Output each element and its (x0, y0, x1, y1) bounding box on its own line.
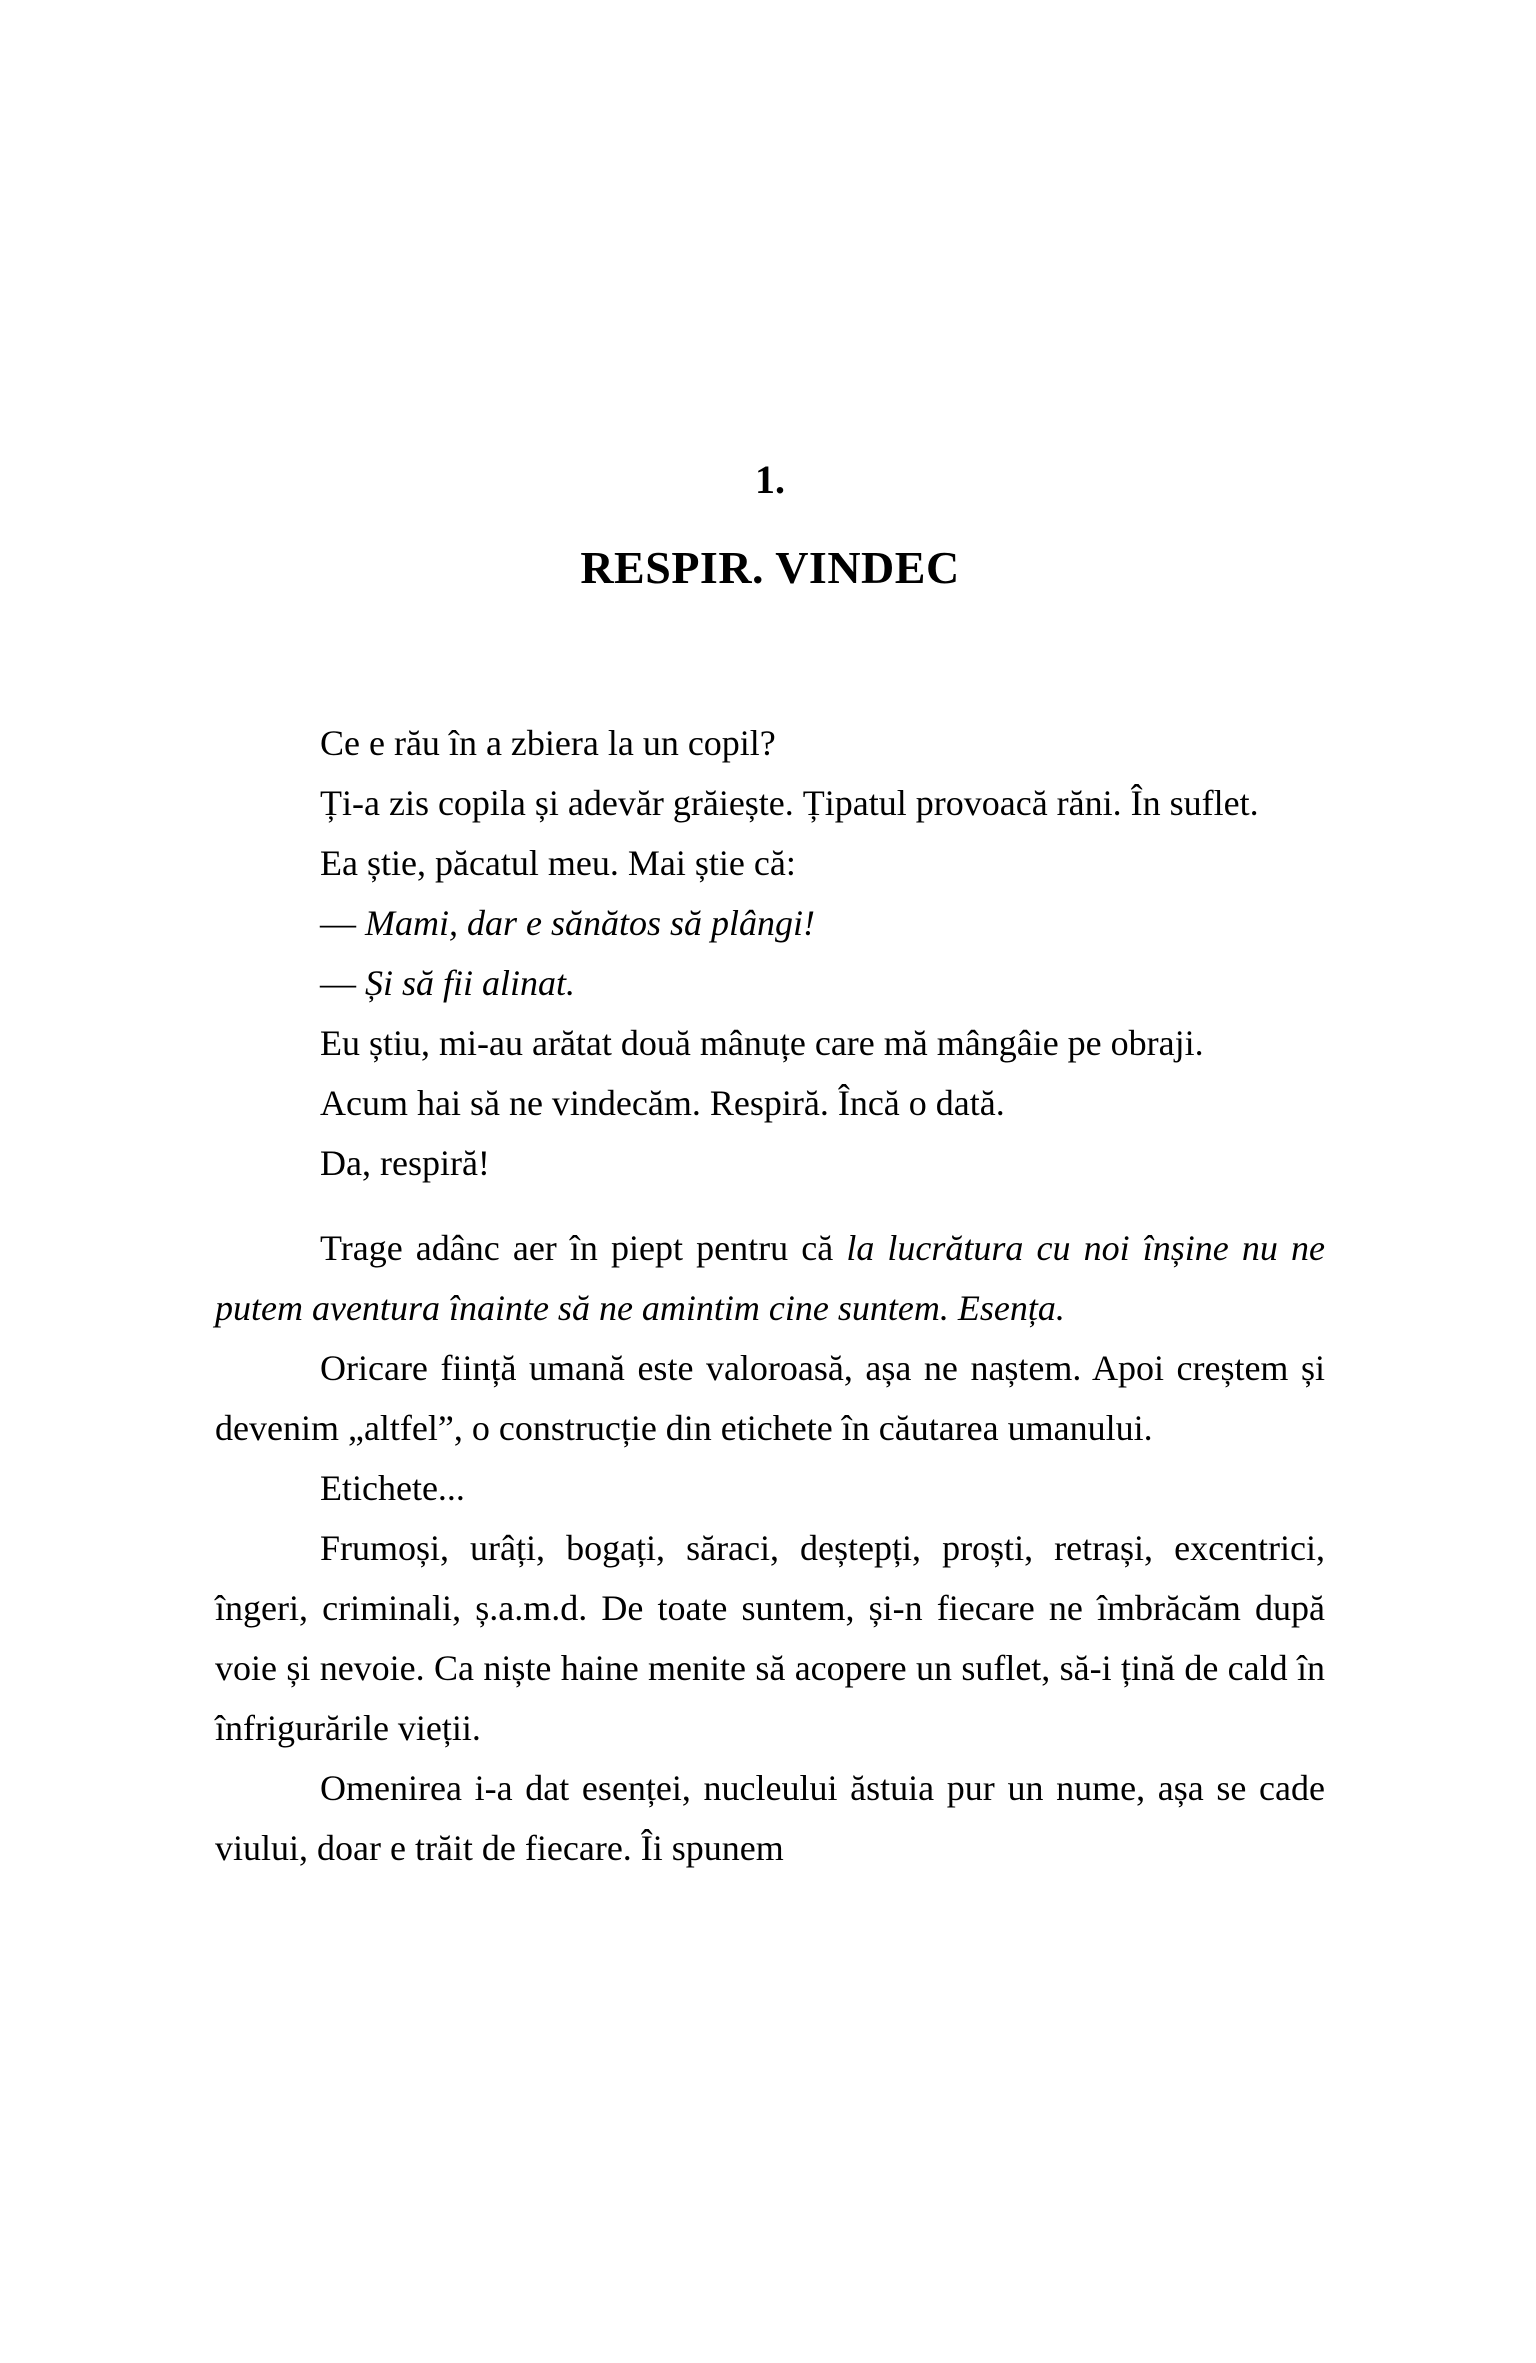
body-text (215, 713, 1325, 1878)
text-segment: — (320, 903, 365, 943)
paragraph (215, 1073, 1325, 1133)
text-segment: Frumoși, urâți, bogați, săraci, deștepți, proști, retrași, excentrici, îngeri, criminali, ș.a.m.d. De toate suntem, și-n fiecare ne îmbrăcăm după voie și nevoie. Ca niște haine menite să acopere un suflet, să-i țină de cald în înfrigurările vieții. (215, 1528, 1325, 1748)
chapter-header (215, 454, 1325, 596)
paragraph (215, 833, 1325, 893)
paragraph (215, 1458, 1325, 1518)
paragraph (215, 1218, 1325, 1338)
paragraph (215, 1013, 1325, 1073)
text-segment: Etichete... (320, 1468, 465, 1508)
paragraph (215, 1338, 1325, 1458)
text-segment-italic: la lucrătura cu noi înșine nu ne putem aventura înainte să ne amintim cine suntem. Esența. (215, 1228, 1325, 1328)
text-segment: Ți-a zis copila și adevăr grăiește. Țipatul provoacă răni. În suflet. (320, 783, 1259, 823)
paragraph (215, 1758, 1325, 1878)
paragraph (215, 773, 1325, 833)
text-segment: Omenirea i-a dat esenței, nucleului ăstuia pur un nume, așa se cade viului, doar e trăit de fiecare. Îi spunem (215, 1768, 1325, 1868)
paragraph (215, 713, 1325, 773)
text-segment: Ce e rău în a zbiera la un copil? (320, 723, 776, 763)
text-segment: Da, respiră! (320, 1143, 490, 1183)
paragraph (215, 893, 1325, 953)
text-segment: Oricare ființă umană este valoroasă, așa ne naștem. Apoi creștem și devenim „altfel”, o construcție din etichete în căutarea umanului. (215, 1348, 1325, 1448)
paragraph (215, 1133, 1325, 1193)
text-block (215, 0, 1325, 1878)
paragraph (215, 953, 1325, 1013)
chapter-title: RESPIR. VINDEC (580, 542, 960, 593)
text-segment: — (320, 963, 365, 1003)
text-segment: Acum hai să ne vindecăm. Respiră. Încă o dată. (320, 1083, 1005, 1123)
text-segment-italic: Mami, dar e sănătos să plângi! (365, 903, 815, 943)
text-segment: Ea știe, păcatul meu. Mai știe că: (320, 843, 796, 883)
paragraph (215, 1518, 1325, 1758)
text-segment: Eu știu, mi-au arătat două mânuțe care mă mângâie pe obraji. (320, 1023, 1204, 1063)
chapter-number: 1. (755, 457, 785, 502)
text-segment-italic: Și să fii alinat. (365, 963, 576, 1003)
text-segment: Trage adânc aer în piept pentru că (320, 1228, 847, 1268)
